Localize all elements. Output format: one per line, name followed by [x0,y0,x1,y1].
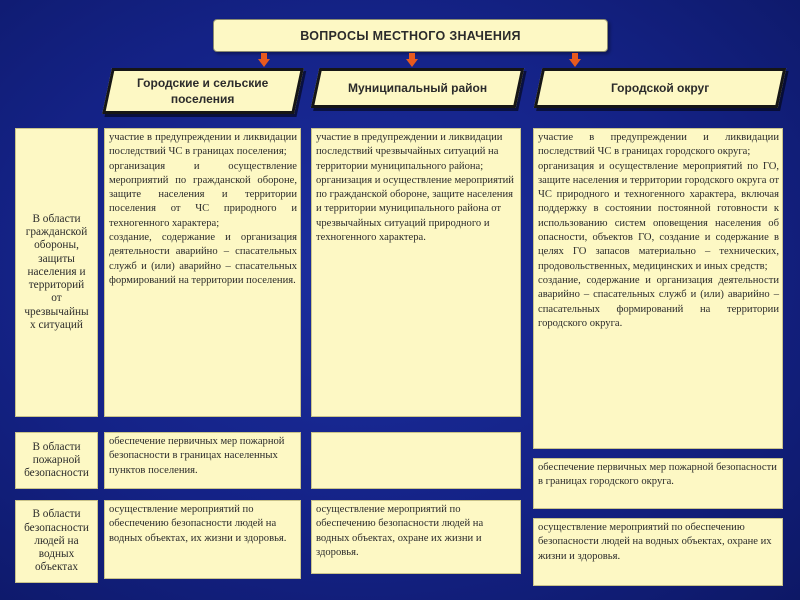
cell-fire-safety-city-district: обеспечение первичных мер пожарной безопасности в границах городского округа. [533,458,783,509]
cell-water-safety-city-district: осуществление мероприятий по обеспечению безопасности людей на водных объектах, охране их жизни и здоровья. [533,518,783,586]
arrow-down-icon [258,53,270,67]
cell-water-safety-settlements: осуществление мероприятий по обеспечению безопасности людей на водных объектах, их жизни и здоровья. [104,500,301,579]
cell-fire-safety-settlements: обеспечение первичных мер пожарной безопасности в границах населенных пунктов поселения. [104,432,301,489]
cell-civil-defense-city-district: участие в предупреждении и ликвидации последствий ЧС в границах городского округа; организация и осуществление мероприятий по ГО, защите населения и территории городского округа от ЧС природного и техногенного характера, включая поддержку в состоянии постоянной готовности к использованию систем оповещения населения об опасности, объектов ГО, создание и содержание в целях ГО запасов материально – технических, продовольственных, медицинских и иных средств; создание, содержание и организация деятельности аварийно – спасательных служб и (или) аварийно – спасательных формирований на территории городского округа. [533,128,783,449]
row-label-civil-defense: В области гражданской обороны, защиты населения и территорий от чрезвычайны х ситуаций [15,128,98,417]
column-header-city-district: Городской округ [534,68,787,108]
row-label-water-safety: В области безопасности людей на водных объектах [15,500,98,583]
row-label-fire-safety: В области пожарной безопасности [15,432,98,489]
arrow-down-icon [406,53,418,67]
column-header-municipal-district: Муниципальный район [311,68,525,108]
page-title: ВОПРОСЫ МЕСТНОГО ЗНАЧЕНИЯ [213,19,608,52]
cell-water-safety-municipal-district: осуществление мероприятий по обеспечению безопасности людей на водных объектах, охране их жизни и здоровья. [311,500,521,574]
column-header-settlements: Городские и сельские поселения [102,68,304,114]
cell-fire-safety-municipal-district [311,432,521,489]
cell-civil-defense-municipal-district: участие в предупреждении и ликвидации последствий чрезвычайных ситуаций на территории муниципального района; организация и осуществление мероприятий по гражданской обороне, защите населения и территории муниципального района от чрезвычайных ситуаций природного и техногенного характера. [311,128,521,417]
arrow-down-icon [569,53,581,67]
cell-civil-defense-settlements: участие в предупреждении и ликвидации последствий ЧС в границах поселения; организация и осуществление мероприятий по гражданской обороне, защите населения и территории поселения от ЧС природного и техногенного характера; создание, содержание и организация деятельности аварийно – спасательных служб и (или) аварийно – спасательных формирований на территории поселения. [104,128,301,417]
